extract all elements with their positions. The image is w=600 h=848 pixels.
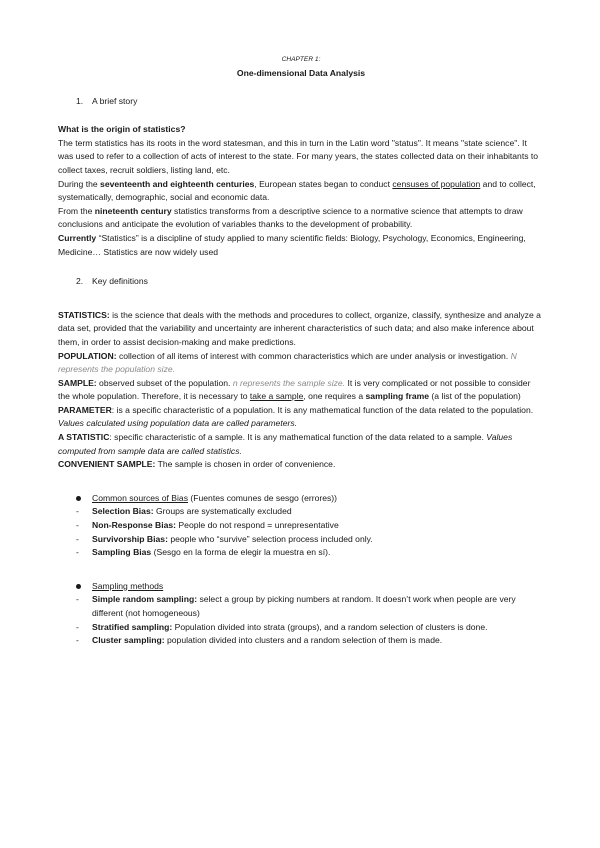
definition-population (58, 350, 544, 377)
definition-text: The sample is chosen in order of convenience. (155, 459, 336, 470)
dash-icon: - (76, 594, 79, 605)
definition-convenient-sample (58, 458, 544, 472)
bias-text: (Sesgo en la forma de elegir la muestra en sí). (151, 547, 331, 558)
section-2-title: Key definitions (92, 276, 148, 287)
section-2-heading (76, 275, 544, 289)
sampling-text: Population divided into strata (groups), and a random selection of clusters is done. (172, 621, 488, 632)
definition-text: is the science that deals with the methods and procedures to collect, organize, classify, synthesize and analyze a data set, provided that the variability and uncertainty are inherent characteristics of such data; and also make inference about them, in order to assist decision-making and make predictions. (58, 309, 541, 347)
sampling-text: select a group by picking numbers at random. It doesn’t work when people are very different (not homogeneous) (92, 594, 516, 618)
text-run: , European states began to conduct (254, 178, 393, 189)
sampling-heading-item (58, 580, 544, 594)
emphasis-nineteenth: nineteenth century (94, 205, 172, 216)
text-run: From the (58, 205, 95, 216)
section-2-number: 2. (76, 276, 84, 287)
bias-text: people who “survive” selection process included only. (167, 533, 373, 544)
list-item (58, 519, 544, 533)
term-population: POPULATION: (58, 350, 117, 361)
sampling-term: Stratified sampling: (92, 621, 173, 632)
term-statistic: A STATISTIC (58, 432, 110, 443)
chapter-title: One-dimensional Data Analysis (236, 68, 366, 78)
underlined-take-a-sample: take a sample (249, 391, 304, 402)
sampling-methods-list (58, 580, 544, 648)
definition-text: collection of all items of interest with common characteristics which are under analysis or investigation. (116, 350, 511, 361)
definition-parameter (58, 404, 544, 431)
list-item (58, 593, 544, 620)
section-1-title: A brief story (92, 95, 138, 106)
chapter-label: CHAPTER 1: (281, 56, 321, 63)
list-item (58, 621, 544, 635)
bias-term: Non-Response Bias: (92, 520, 177, 531)
dash-icon: - (76, 506, 79, 517)
bias-heading-translation: (Fuentes comunes de sesgo (errores)) (188, 492, 338, 503)
bias-term: Sampling Bias (92, 547, 152, 558)
bias-heading: Common sources of Bias (92, 492, 188, 503)
statistic-note: Values computed from sample data are called statistics. (58, 432, 513, 456)
document-content (58, 54, 544, 648)
emphasis-currently: Currently (58, 232, 97, 243)
bias-heading-item (58, 492, 544, 506)
definition-sample (58, 377, 544, 404)
definition-statistics (58, 309, 544, 350)
bullet-icon (76, 496, 81, 501)
bias-list (58, 492, 544, 560)
origin-paragraph-1: The term statistics has its roots in the word statesman, and this in turn in the Latin word "status". It means "state science". It was used to refer to a collection of acts of interest to the state. For many years, the states collected data on their inhabitants to collect taxes, recruit soldiers, listing land, etc. (58, 137, 539, 175)
term-sampling-frame: sampling frame (365, 391, 430, 402)
list-item (58, 533, 544, 547)
parameter-note: Values calculated using population data are called parameters. (58, 418, 298, 429)
term-convenient-sample: CONVENIENT SAMPLE: (58, 459, 156, 470)
dash-icon: - (76, 547, 79, 558)
definition-text: It is very complicated or not possible to consider the whole population. Therefore, it is necessary to (58, 377, 531, 402)
sampling-heading: Sampling methods (92, 580, 164, 591)
definition-text: observed subset of the population. (96, 377, 233, 388)
list-item (58, 505, 544, 519)
term-parameter: PARAMETER (58, 404, 112, 415)
text-run: “Statistics” is a discipline of study applied to many scientific fields: Biology, Psychology, Economics, Engineering, Medicine… Statistics are now widely used (58, 232, 526, 257)
section-1-heading (76, 95, 544, 109)
origin-question: What is the origin of statistics? (58, 124, 186, 135)
definition-text: : is a specific characteristic of a population. It is any mathematical function of the data related to the population. (111, 404, 534, 415)
bullet-icon (76, 584, 81, 589)
definition-text: (a list of the population) (429, 391, 521, 402)
dash-icon: - (76, 635, 79, 646)
dash-icon: - (76, 533, 79, 544)
sampling-term: Simple random sampling: (92, 594, 198, 605)
list-item (58, 546, 544, 560)
text-run: During the (58, 178, 101, 189)
bias-term: Selection Bias: (92, 506, 154, 517)
emphasis-centuries: seventeenth and eighteenth centuries (100, 178, 255, 189)
text-run: and to collect, systematically, demographic, social and economic data. (58, 178, 536, 203)
term-sample: SAMPLE: (58, 377, 97, 388)
underlined-censuses: censuses of population (392, 178, 481, 189)
definition-statistic (58, 431, 544, 458)
sampling-term: Cluster sampling: (92, 635, 165, 646)
definition-text: , one requires a (303, 391, 366, 402)
dash-icon: - (76, 621, 79, 632)
bias-term: Survivorship Bias: (92, 533, 168, 544)
sampling-text: population divided into clusters and a random selection of them is made. (164, 635, 443, 646)
origin-paragraph-2 (58, 178, 544, 205)
text-run: statistics transforms from a descriptive science to a normative science that attempts to draw conclusions and anticipate the evolution of variables thanks to the development of probability. (58, 205, 523, 230)
dash-icon: - (76, 520, 79, 531)
sample-note: n represents the sample size. (232, 377, 346, 388)
section-1-number: 1. (76, 95, 84, 106)
bias-text: Groups are systematically excluded (153, 506, 292, 517)
list-item (58, 634, 544, 648)
term-statistics: STATISTICS: (58, 309, 110, 320)
population-note: N represents the population size. (58, 350, 517, 375)
origin-paragraph-3 (58, 205, 544, 232)
bias-text: People do not respond = unrepresentative (176, 520, 339, 531)
origin-paragraph-4 (58, 232, 544, 259)
definition-text: : specific characteristic of a sample. It is any mathematical function of the data related to a sample. (109, 432, 487, 443)
